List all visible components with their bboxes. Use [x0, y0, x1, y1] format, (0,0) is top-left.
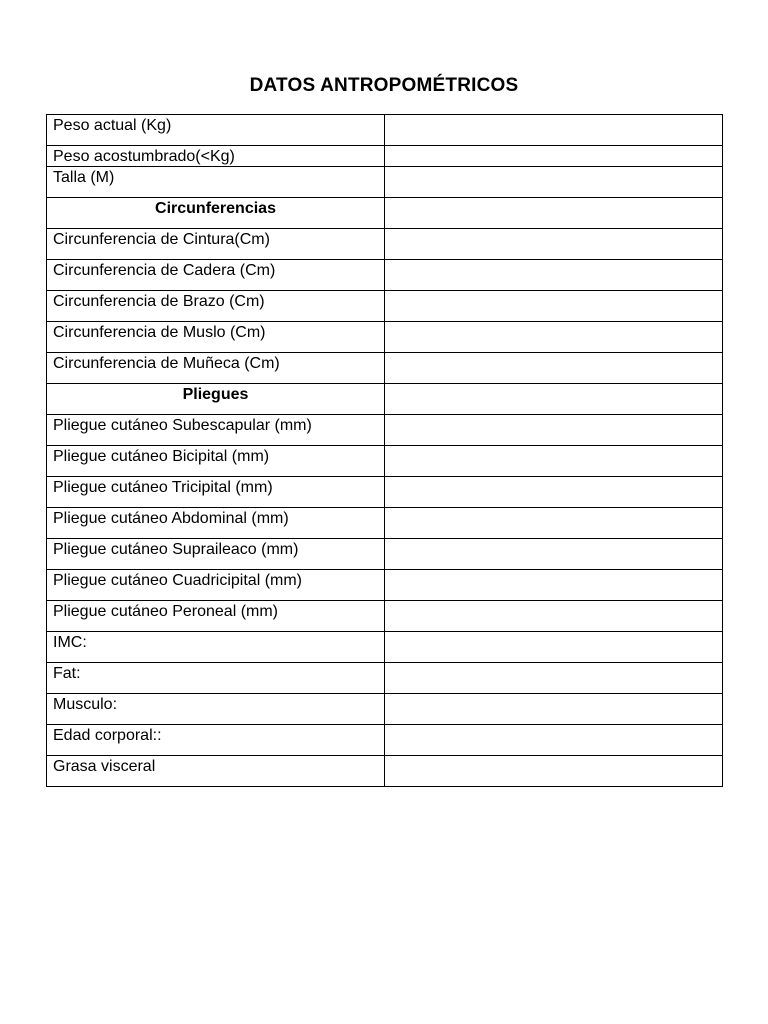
row-label-pliegue-peroneal: Pliegue cutáneo Peroneal (mm) — [47, 601, 385, 632]
row-label-peso-actual: Peso actual (Kg) — [47, 115, 385, 146]
value-field-fat[interactable] — [385, 663, 723, 694]
row-label-imc: IMC: — [47, 632, 385, 663]
section-header-row — [47, 198, 723, 229]
table-row — [47, 115, 723, 146]
table-row — [47, 570, 723, 601]
value-field-pliegue-subescapular[interactable] — [385, 415, 723, 446]
table-row — [47, 322, 723, 353]
value-field-musculo[interactable] — [385, 694, 723, 725]
value-field-pliegue-tricipital[interactable] — [385, 477, 723, 508]
row-label-pliegue-bicipital: Pliegue cutáneo Bicipital (mm) — [47, 446, 385, 477]
value-field-circ-cintura[interactable] — [385, 229, 723, 260]
table-row — [47, 663, 723, 694]
value-field-circ-brazo[interactable] — [385, 291, 723, 322]
row-label-pliegue-subescapular: Pliegue cutáneo Subescapular (mm) — [47, 415, 385, 446]
table-row — [47, 415, 723, 446]
table-row — [47, 167, 723, 198]
value-field-pliegue-bicipital[interactable] — [385, 446, 723, 477]
anthropometric-data-table — [46, 114, 723, 787]
value-field-imc[interactable] — [385, 632, 723, 663]
section-heading-circunferencias: Circunferencias — [47, 198, 385, 229]
row-label-edad-corporal: Edad corporal:: — [47, 725, 385, 756]
row-label-pliegue-abdominal: Pliegue cutáneo Abdominal (mm) — [47, 508, 385, 539]
section-heading-pliegues: Pliegues — [47, 384, 385, 415]
table-row — [47, 260, 723, 291]
value-field-pliegues[interactable] — [385, 384, 723, 415]
row-label-pliegue-tricipital: Pliegue cutáneo Tricipital (mm) — [47, 477, 385, 508]
row-label-circ-muslo: Circunferencia de Muslo (Cm) — [47, 322, 385, 353]
value-field-talla[interactable] — [385, 167, 723, 198]
table-row — [47, 632, 723, 663]
row-label-circ-cintura: Circunferencia de Cintura(Cm) — [47, 229, 385, 260]
table-row — [47, 756, 723, 787]
value-field-pliegue-peroneal[interactable] — [385, 601, 723, 632]
table-row — [47, 229, 723, 260]
table-row — [47, 446, 723, 477]
section-header-row — [47, 384, 723, 415]
table-row — [47, 508, 723, 539]
value-field-peso-actual[interactable] — [385, 115, 723, 146]
row-label-musculo: Musculo: — [47, 694, 385, 725]
value-field-pliegue-supraileaco[interactable] — [385, 539, 723, 570]
value-field-circ-muneca[interactable] — [385, 353, 723, 384]
table-row — [47, 725, 723, 756]
row-label-talla: Talla (M) — [47, 167, 385, 198]
document-title: DATOS ANTROPOMÉTRICOS — [249, 75, 519, 96]
row-label-circ-cadera: Circunferencia de Cadera (Cm) — [47, 260, 385, 291]
table-row — [47, 291, 723, 322]
row-label-circ-brazo: Circunferencia de Brazo (Cm) — [47, 291, 385, 322]
value-field-pliegue-cuadricipital[interactable] — [385, 570, 723, 601]
table-row — [47, 477, 723, 508]
table-row — [47, 694, 723, 725]
row-label-pliegue-cuadricipital: Pliegue cutáneo Cuadricipital (mm) — [47, 570, 385, 601]
row-label-circ-muneca: Circunferencia de Muñeca (Cm) — [47, 353, 385, 384]
value-field-circ-muslo[interactable] — [385, 322, 723, 353]
value-field-peso-acostumbrado[interactable] — [385, 146, 723, 167]
value-field-grasa-visceral[interactable] — [385, 756, 723, 787]
row-label-fat: Fat: — [47, 663, 385, 694]
table-row — [47, 539, 723, 570]
table-row — [47, 601, 723, 632]
row-label-pliegue-suprailea­co: Pliegue cutáneo Supraileaco (mm) — [47, 539, 385, 570]
table-row — [47, 353, 723, 384]
table-row — [47, 146, 723, 167]
row-label-peso-acostumbrado: Peso acostumbrado(<Kg) — [47, 146, 385, 167]
row-label-grasa-visceral: Grasa visceral — [47, 756, 385, 787]
value-field-pliegue-abdominal[interactable] — [385, 508, 723, 539]
value-field-circ-cadera[interactable] — [385, 260, 723, 291]
value-field-circunferencias[interactable] — [385, 198, 723, 229]
value-field-edad-corporal[interactable] — [385, 725, 723, 756]
